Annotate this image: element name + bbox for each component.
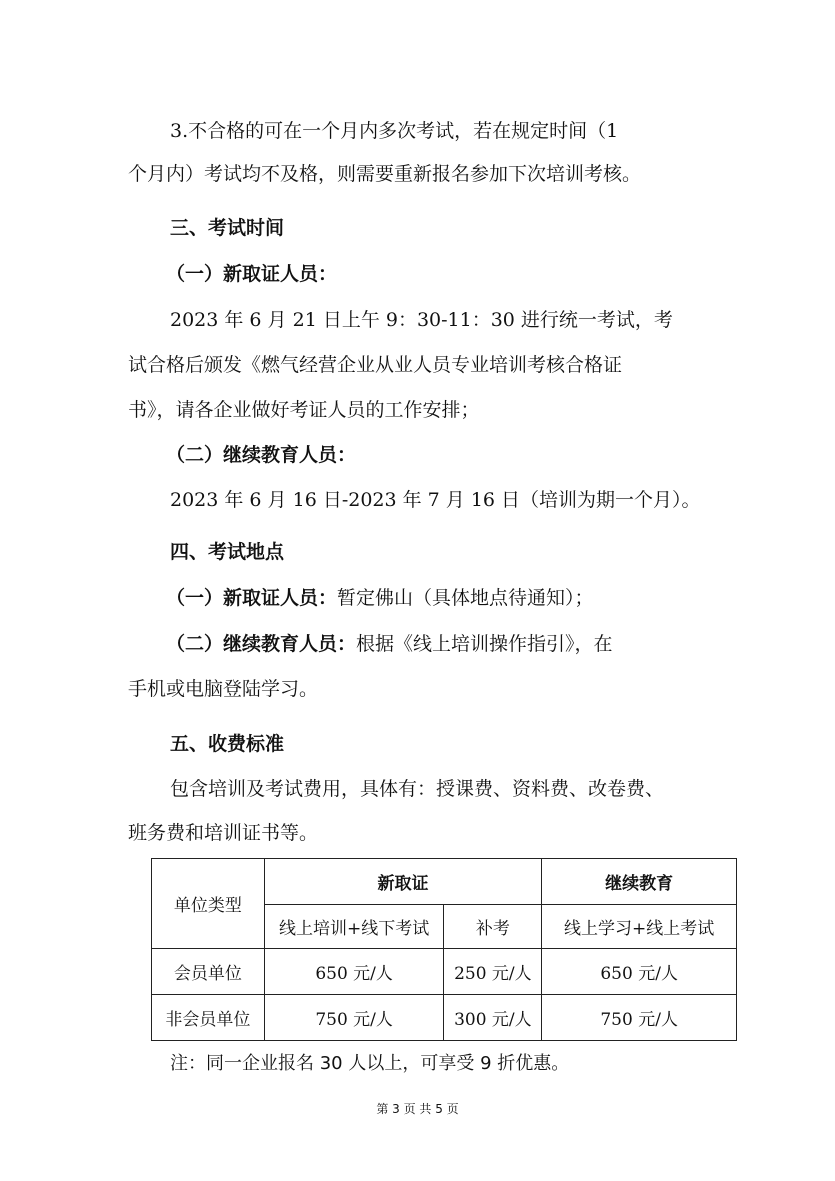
continuing-label: （二）继续教育人员： [166, 633, 357, 655]
online-online-header: 线上学习+线上考试 [542, 905, 737, 949]
section-3-new-cert-line-3: 书》，请各企业做好考证人员的工作安排； [128, 399, 480, 421]
section-4-continuing-line-2: 手机或电脑登陆学习。 [128, 678, 319, 700]
section-5-heading: 五、收费标准 [170, 733, 285, 755]
row-type: 非会员单位 [152, 995, 265, 1041]
section-3-new-cert-label [166, 260, 337, 288]
section-3-continuing-line-1: 2023 年 6 月 16 日-2023 年 7 月 16 日（培训为期一个月）。 [170, 489, 701, 511]
section-3-new-cert-line-2: 试合格后颁发《燃气经营企业从业人员专业培训考核合格证 [128, 354, 623, 376]
discount-note: 注：同一企业报名 30 人以上，可享受 9 折优惠。 [170, 1053, 570, 1074]
section-3-heading: 三、考试时间 [170, 217, 285, 239]
fee-cell: 250 元/人 [444, 949, 542, 995]
section-4-heading: 四、考试地点 [170, 541, 285, 563]
continuing-location: 根据《线上培训操作指引》，在 [356, 633, 613, 655]
makeup-header: 补考 [444, 905, 542, 949]
section-3-continuing-label [166, 441, 356, 469]
new-cert-location: 暂定佛山（具体地点待通知）； [337, 587, 594, 609]
table-row [152, 859, 737, 905]
section-4-continuing [166, 630, 613, 658]
fee-cell: 750 元/人 [542, 995, 737, 1041]
online-offline-header: 线上培训+线下考试 [264, 905, 444, 949]
section-4-new-cert [166, 584, 594, 612]
page-footer: 第 3 页 共 5 页 [376, 1102, 459, 1116]
unit-type-header: 单位类型 [152, 859, 265, 949]
new-cert-label: （一）新取证人员： [166, 587, 338, 609]
new-cert-label: （一）新取证人员： [166, 263, 338, 285]
section-5-line-1: 包含培训及考试费用，具体有：授课费、资料费、改卷费、 [170, 778, 665, 800]
new-cert-header: 新取证 [264, 859, 542, 905]
fee-cell: 300 元/人 [444, 995, 542, 1041]
table-row [152, 995, 737, 1041]
continuing-header: 继续教育 [542, 859, 737, 905]
continuing-label: （二）继续教育人员： [166, 444, 357, 466]
table-row [152, 949, 737, 995]
fee-table [151, 858, 737, 1041]
fee-cell: 650 元/人 [542, 949, 737, 995]
row-type: 会员单位 [152, 949, 265, 995]
fee-cell: 650 元/人 [264, 949, 444, 995]
fee-cell: 750 元/人 [264, 995, 444, 1041]
section-3-new-cert-line-1: 2023 年 6 月 21 日上午 9：30-11：30 进行统一考试，考 [170, 309, 673, 331]
paragraph-3-line-1: 3.不合格的可在一个月内多次考试，若在规定时间（1 [170, 120, 619, 142]
paragraph-3-line-2: 个月内）考试均不及格，则需要重新报名参加下次培训考核。 [128, 163, 642, 185]
section-5-line-2: 班务费和培训证书等。 [128, 822, 319, 844]
